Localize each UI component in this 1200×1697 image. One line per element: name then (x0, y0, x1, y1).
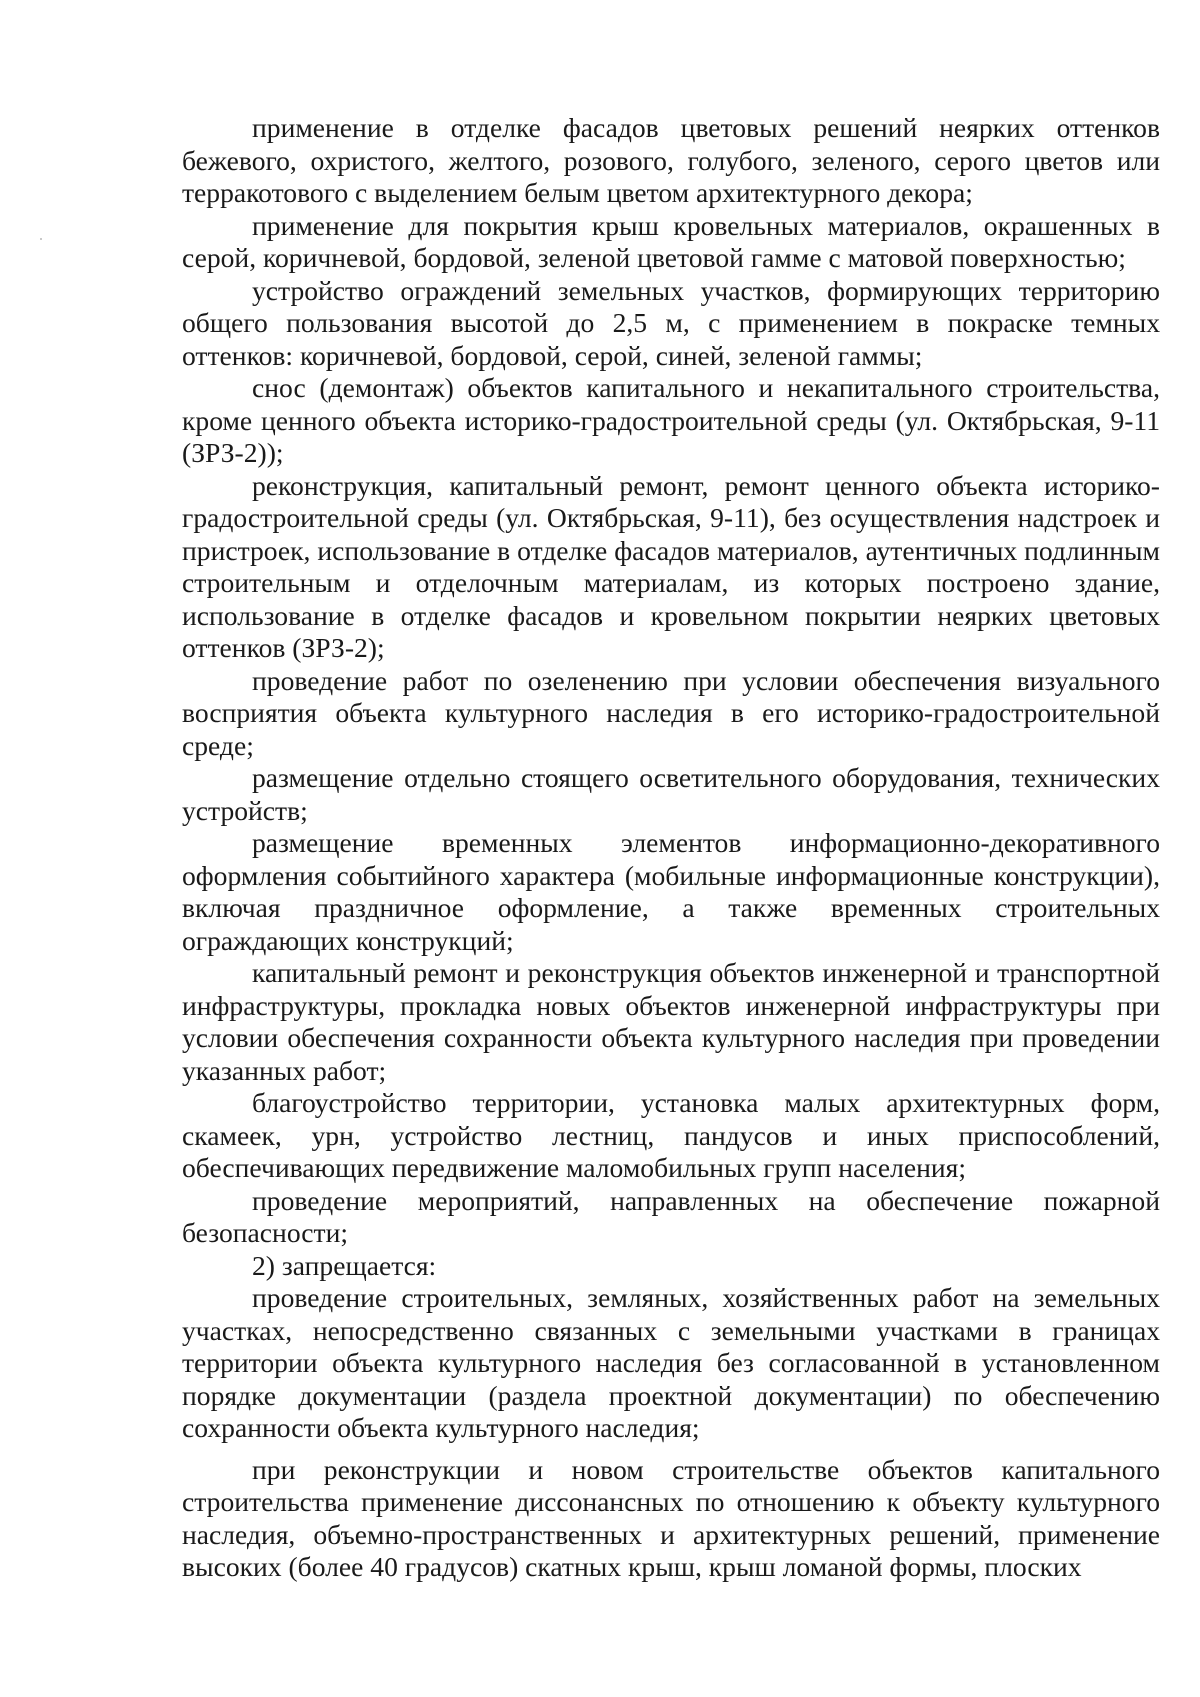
paragraph-fire-safety: проведение мероприятий, направленных на обеспечение пожарной безопасности; (182, 1184, 1160, 1248)
paragraph-landscaping: благоустройство территории, установка малых архитектурных форм, скамеек, урн, устройство лестниц, пандусов и иных приспособлений, обеспечивающих передвижение маломобильных групп населения; (182, 1087, 1160, 1183)
paragraph-roof-materials: применение для покрытия крыш кровельных материалов, окрашенных в серой, коричневой, бордовой, зеленой цветовой гамме с матовой поверхностью; (182, 209, 1160, 273)
paragraph-greening: проведение работ по озеленению при условии обеспечения визуального восприятия объекта культурного наследия в его историко-градостроительной среде; (182, 664, 1160, 761)
paragraph-infrastructure: капитальный ремонт и реконструкция объектов инженерной и транспортной инфраструктуры, прокладка новых объектов инженерной инфраструктуры при условии обеспечения сохранности объекта культурного наследия при проведении указанных работ; (182, 957, 1160, 1086)
paragraph-facade-colors: применение в отделке фасадов цветовых решений неярких оттенков бежевого, охристого, желтого, розового, голубого, зеленого, серого цветов или терракотового с выделением белым цветом архитектурного декора; (182, 112, 1160, 208)
paragraph-earthworks: проведение строительных, земляных, хозяйственных работ на земельных участках, непосредственно связанных с земельными участками в границах территории объекта культурного наследия без согласованной в установленном порядке документации (раздела проектной документации) по обеспечению сохранности объекта культурного наследия; (182, 1282, 1160, 1443)
paragraph-prohibited-heading: 2) запрещается: (252, 1249, 437, 1281)
paragraph-reconstruction: реконструкция, капитальный ремонт, ремонт ценного объекта историко-градостроительной среды (ул. Октябрьская, 9-11), без осуществления надстроек и пристроек, использование в отделке фасадов материалов, аутентичных подлинным строительным и отделочным материалам, из которых построено здание, использование в отделке фасадов и кровельном покрытии неярких цветовых оттенков (ЗРЗ-2); (182, 469, 1160, 663)
paragraph-temporary-elements: размещение временных элементов информационно-декоративного оформления событийного характера (мобильные информационные конструкции), включая праздничное оформление, а также временных строительных ограждающих конструкций; (182, 827, 1160, 956)
paragraph-lighting: размещение отдельно стоящего осветительного оборудования, технических устройств; (182, 762, 1160, 826)
paragraph-new-construction: при реконструкции и новом строительстве объектов капитального строительства применение диссонансных по отношению к объекту культурного наследия, объемно-пространственных и архитектурных решений, применение высоких (более 40 градусов) скатных крыш, крыш ломаной формы, плоских (182, 1453, 1160, 1582)
document-body (182, 112, 1160, 1584)
paragraph-fences: устройство ограждений земельных участков, формирующих территорию общего пользования высотой до 2,5 м, с применением в покраске темных оттенков: коричневой, бордовой, серой, синей, зеленой гаммы; (182, 274, 1160, 371)
paragraph-demolition: снос (демонтаж) объектов капитального и некапитального строительства, кроме ценного объекта историко-градостроительной среды (ул. Октябрьская, 9-11 (ЗРЗ-2)); (182, 372, 1160, 468)
scan-speck (40, 238, 42, 240)
